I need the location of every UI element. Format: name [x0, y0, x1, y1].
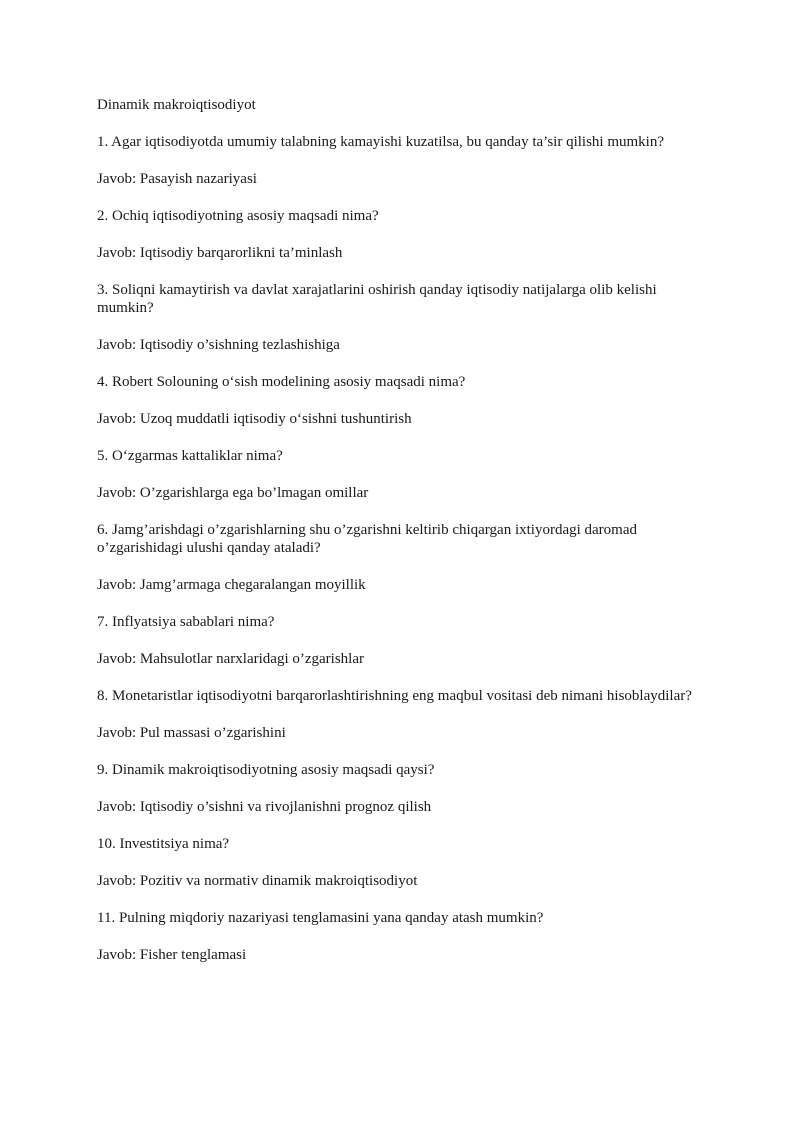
question-text: 8. Monetaristlar iqtisodiyotni barqarorlashtirishning eng maqbul vositasi deb nimani hisoblaydilar?: [97, 688, 692, 704]
qa-item: [97, 281, 717, 354]
answer-text: Javob: Fisher tenglamasi: [97, 947, 247, 963]
document-title: Dinamik makroiqtisodiyot: [97, 97, 256, 113]
answer-text: Javob: Jamg’armaga chegaralangan moyillik: [97, 577, 366, 593]
question-text: 4. Robert Solouning o‘sish modelining asosiy maqsadi nima?: [97, 374, 466, 390]
question-text: 6. Jamg’arishdagi o’zgarishlarning shu o’zgarishni keltirib chiqargan ixtiyordagi daromad o’zgarishidagi ulushi qanday ataladi?: [97, 522, 637, 556]
answer-text: Javob: Pozitiv va normativ dinamik makroiqtisodiyot: [97, 873, 418, 889]
document-body: [97, 96, 717, 983]
qa-item: [97, 447, 717, 502]
answer-text: Javob: Pasayish nazariyasi: [97, 171, 257, 187]
qa-item: [97, 909, 717, 964]
qa-item: [97, 207, 717, 262]
question-text: 1. Agar iqtisodiyotda umumiy talabning kamayishi kuzatilsa, bu qanday ta’sir qilishi mumkin?: [97, 134, 665, 150]
qa-item: [97, 521, 717, 594]
question-text: 3. Soliqni kamaytirish va davlat xarajatlarini oshirish qanday iqtisodiy natijalarga olib kelishi mumkin?: [97, 282, 657, 316]
qa-item: [97, 761, 717, 816]
qa-item: [97, 835, 717, 890]
answer-text: Javob: Pul massasi o’zgarishini: [97, 725, 286, 741]
answer-text: Javob: Iqtisodiy barqarorlikni ta’minlash: [97, 245, 343, 261]
question-text: 11. Pulning miqdoriy nazariyasi tenglamasini yana qanday atash mumkin?: [97, 910, 544, 926]
answer-text: Javob: O’zgarishlarga ega bo’lmagan omillar: [97, 485, 369, 501]
answer-text: Javob: Uzoq muddatli iqtisodiy o‘sishni tushuntirish: [97, 411, 412, 427]
answer-text: Javob: Mahsulotlar narxlaridagi o’zgarishlar: [97, 651, 364, 667]
question-text: 5. O‘zgarmas kattaliklar nima?: [97, 448, 283, 464]
question-text: 2. Ochiq iqtisodiyotning asosiy maqsadi nima?: [97, 208, 379, 224]
qa-item: [97, 687, 717, 742]
answer-text: Javob: Iqtisodiy o’sishning tezlashishiga: [97, 337, 340, 353]
qa-item: [97, 373, 717, 428]
question-text: 9. Dinamik makroiqtisodiyotning asosiy maqsadi qaysi?: [97, 762, 435, 778]
question-text: 7. Inflyatsiya sabablari nima?: [97, 614, 275, 630]
qa-item: [97, 613, 717, 668]
answer-text: Javob: Iqtisodiy o’sishni va rivojlanishni prognoz qilish: [97, 799, 432, 815]
question-text: 10. Investitsiya nima?: [97, 836, 230, 852]
qa-item: [97, 133, 717, 188]
